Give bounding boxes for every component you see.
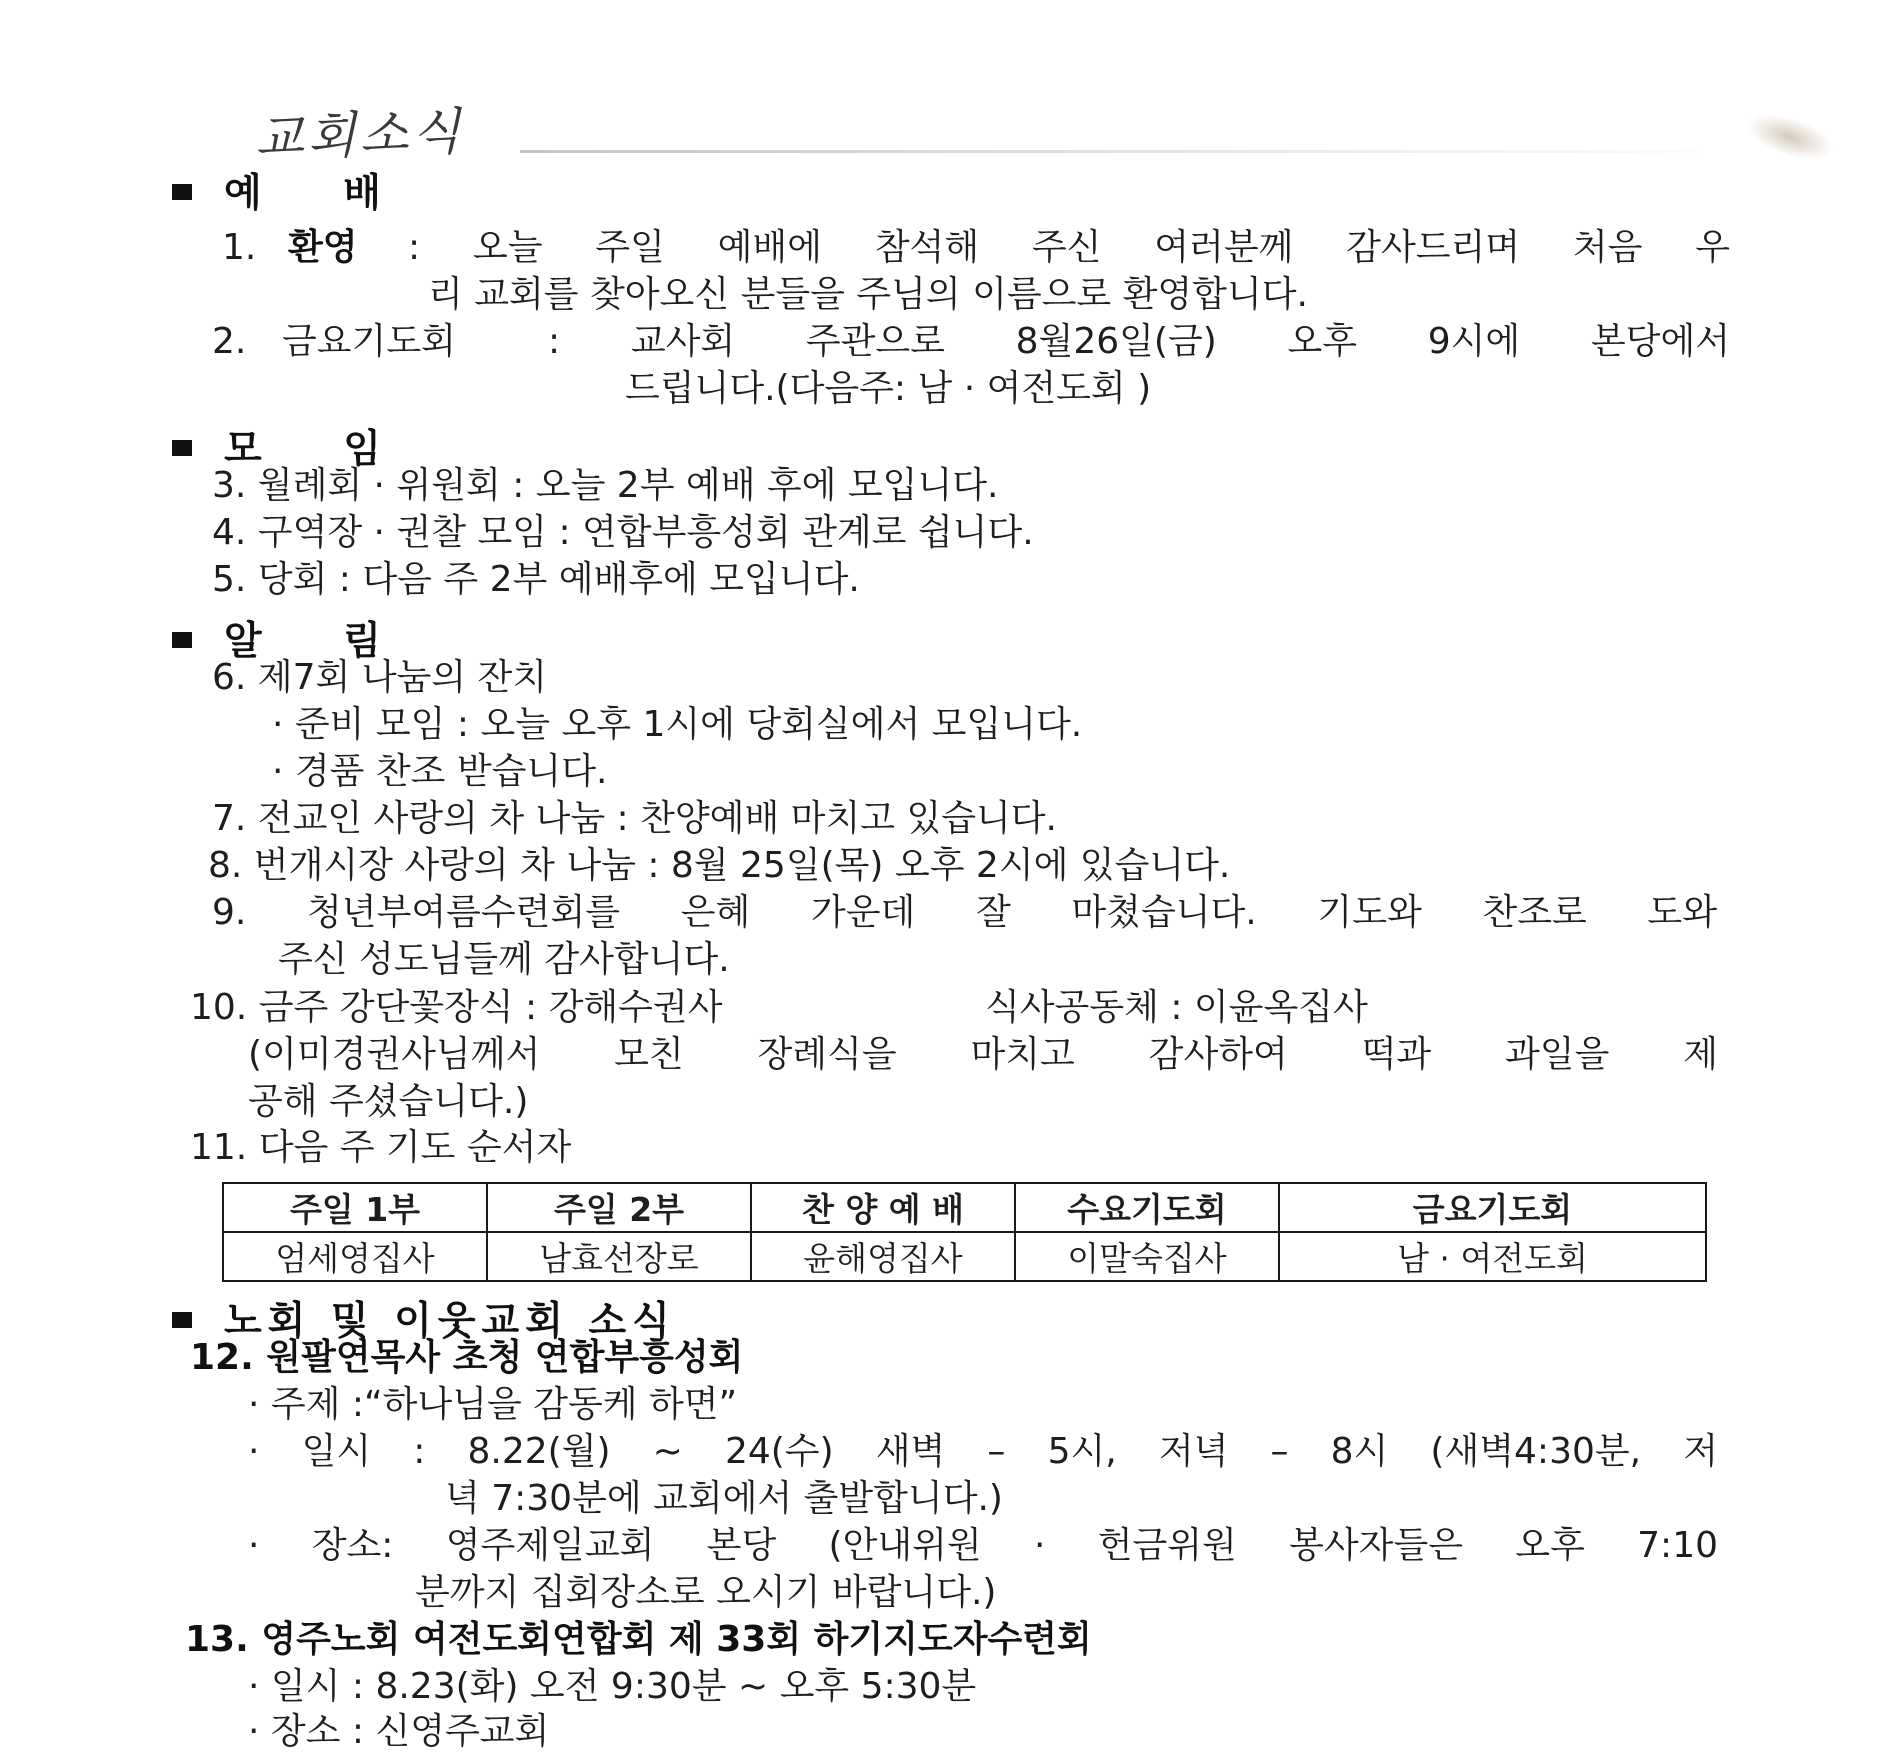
- title-underline: [520, 150, 1700, 153]
- item-10-meal: 식사공동체 : 이윤옥집사: [985, 987, 1368, 1028]
- table-cell: 엄세영집사: [223, 1232, 487, 1281]
- item-13: 13. 영주노회 여전도회연합회 제 33회 하기지도자수련회: [185, 1619, 1092, 1660]
- table-cell: 남효선장로: [487, 1232, 751, 1281]
- paper-smudge: [1741, 105, 1838, 169]
- table-header-cell: 주일 2부: [487, 1183, 751, 1232]
- item-12-place-line1: · 장소: 영주제일교회 본당 (안내위원 · 헌금위원 봉사자들은 오후 7:10: [248, 1525, 1718, 1566]
- square-bullet-icon: [172, 632, 192, 648]
- item-10-note-line1: (이미경권사님께서 모친 장례식을 마치고 감사하여 떡과 과일을 제: [248, 1034, 1718, 1075]
- table-header-cell: 금요기도회: [1279, 1183, 1706, 1232]
- item-2-text-line1: : 교사회 주관으로 8월26일(금) 오후 9시에 본당에서: [548, 321, 1730, 362]
- item-12: 12. 원팔연목사 초청 연합부흥성회: [190, 1337, 744, 1378]
- item-12-datetime-line2: 녁 7:30분에 교회에서 출발합니다.): [445, 1478, 1003, 1519]
- item-2-text-line2: 드립니다.(다음주: 남 · 여전도회 ): [625, 368, 1152, 409]
- item-13-place: · 장소 : 신영주교회: [248, 1711, 550, 1752]
- table-cell: 윤해영집사: [751, 1232, 1015, 1281]
- item-9-line1: 9. 청년부여름수련회를 은혜 가운데 잘 마쳤습니다. 기도와 찬조로 도와: [212, 892, 1717, 933]
- item-1-text-line1: : 오늘 주일 예배에 참석해 주신 여러분께 감사드리며 처음 우: [408, 227, 1730, 268]
- item-4: 4. 구역장 · 권찰 모임 : 연합부흥성회 관계로 쉽니다.: [212, 512, 1034, 553]
- table-header-cell: 주일 1부: [223, 1183, 487, 1232]
- item-2-number: 2.: [212, 321, 247, 362]
- prayer-order-table: [222, 1182, 1707, 1282]
- table-header-cell: 수요기도회: [1015, 1183, 1279, 1232]
- item-13-datetime: · 일시 : 8.23(화) 오전 9:30분 ~ 오후 5:30분: [248, 1666, 977, 1707]
- table-header-cell: 찬 양 예 배: [751, 1183, 1015, 1232]
- item-9-line2: 주신 성도님들께 감사합니다.: [278, 939, 730, 980]
- item-11: 11. 다음 주 기도 순서자: [190, 1127, 572, 1168]
- item-1-number: 1.: [222, 227, 257, 268]
- item-6-sub-2: · 경품 찬조 받습니다.: [272, 751, 608, 792]
- item-6: 6. 제7회 나눔의 잔치: [212, 657, 548, 698]
- table-row: [223, 1232, 1706, 1281]
- section-heading-notices: 알 림: [172, 610, 415, 666]
- table-header-row: [223, 1183, 1706, 1232]
- table-cell: 남 · 여전도회: [1279, 1232, 1706, 1281]
- item-5: 5. 당회 : 다음 주 2부 예배후에 모입니다.: [212, 559, 860, 600]
- item-12-place-line2: 분까지 집회장소로 오시기 바랍니다.): [415, 1572, 997, 1613]
- item-2-label: 금요기도회: [282, 321, 456, 362]
- square-bullet-icon: [172, 184, 192, 200]
- section-heading-worship: 예 배: [172, 162, 415, 218]
- item-3: 3. 월례회 · 위원회 : 오늘 2부 예배 후에 모입니다.: [212, 465, 999, 506]
- item-8: 8. 번개시장 사랑의 차 나눔 : 8월 25일(목) 오후 2시에 있습니다.: [208, 845, 1231, 886]
- item-1-label: 환영: [288, 227, 358, 268]
- page-title: 교회소식: [254, 102, 466, 168]
- item-12-datetime-line1: · 일시 : 8.22(월) ~ 24(수) 새벽 – 5시, 저녁 – 8시 (새벽4:30분, 저: [248, 1431, 1718, 1472]
- table-cell: 이말숙집사: [1015, 1232, 1279, 1281]
- section-heading-meetings: 모 임: [172, 418, 415, 474]
- item-6-sub-1: · 준비 모임 : 오늘 오후 1시에 당회실에서 모입니다.: [272, 704, 1083, 745]
- item-7: 7. 전교인 사랑의 차 나눔 : 찬양예배 마치고 있습니다.: [212, 798, 1057, 839]
- square-bullet-icon: [172, 1312, 192, 1328]
- item-12-theme: · 주제 :“하나님을 감동케 하면”: [248, 1384, 738, 1425]
- item-10-flowers: 10. 금주 강단꽃장식 : 강해수권사: [190, 987, 723, 1028]
- square-bullet-icon: [172, 440, 192, 456]
- item-1-text-line2: 리 교회를 찾아오신 분들을 주님의 이름으로 환영합니다.: [428, 274, 1308, 315]
- item-10-note-line2: 공해 주셨습니다.): [248, 1081, 529, 1122]
- section-heading-presbytery: 노회 및 이웃교회 소식: [172, 1290, 676, 1346]
